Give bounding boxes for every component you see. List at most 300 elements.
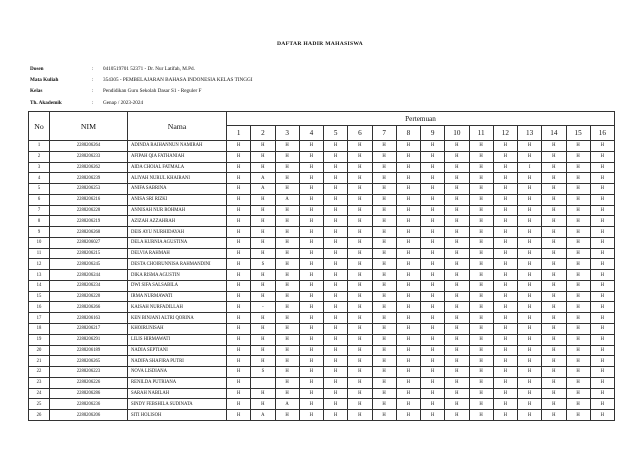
header-meeting-13: 13	[518, 126, 542, 141]
attendance-cell: H	[227, 173, 251, 184]
attendance-cell: H	[251, 356, 275, 367]
attendance-cell: H	[518, 151, 542, 162]
row-no: 1	[29, 141, 50, 152]
attendance-cell: H	[542, 377, 566, 388]
attendance-cell: H	[227, 227, 251, 238]
attendance-cell: H	[469, 248, 493, 259]
attendance-cell: H	[348, 205, 372, 216]
row-name: SINDY FEBSHILA SUDINATA	[128, 399, 227, 410]
attendance-cell: H	[348, 141, 372, 152]
attendance-cell: H	[421, 302, 445, 313]
attendance-cell: H	[372, 334, 396, 345]
table-row	[29, 388, 615, 399]
attendance-cell: H	[348, 334, 372, 345]
attendance-cell: H	[518, 367, 542, 378]
attendance-cell: H	[542, 313, 566, 324]
attendance-cell: H	[275, 291, 299, 302]
attendance-cell: H	[542, 194, 566, 205]
attendance-cell: H	[348, 302, 372, 313]
row-no: 8	[29, 216, 50, 227]
info-value: 0410519701 52371 - Dr. Nur Latifah, M.Pd.	[103, 66, 195, 72]
row-nim: 2288206226	[50, 377, 128, 388]
row-name: NADIA SEPTIANI	[128, 345, 227, 356]
attendance-cell: H	[348, 410, 372, 421]
attendance-cell: H	[348, 324, 372, 335]
row-nim: 2288206236	[50, 399, 128, 410]
attendance-cell: H	[348, 162, 372, 173]
row-no: 18	[29, 324, 50, 335]
attendance-cell: H	[566, 367, 590, 378]
attendance-cell: H	[566, 377, 590, 388]
row-nim: 2288206291	[50, 334, 128, 345]
attendance-cell: H	[421, 162, 445, 173]
attendance-cell: H	[542, 227, 566, 238]
attendance-cell: H	[469, 270, 493, 281]
attendance-cell: H	[251, 280, 275, 291]
attendance-cell: H	[227, 345, 251, 356]
row-name: ANIFA SABRINA	[128, 184, 227, 195]
attendance-cell: H	[227, 367, 251, 378]
attendance-cell: H	[251, 248, 275, 259]
attendance-cell: H	[299, 356, 323, 367]
attendance-cell: H	[590, 162, 614, 173]
attendance-cell: H	[445, 280, 469, 291]
attendance-cell: H	[445, 345, 469, 356]
attendance-cell: H	[542, 248, 566, 259]
attendance-cell: H	[251, 291, 275, 302]
row-no: 6	[29, 194, 50, 205]
attendance-cell: H	[518, 410, 542, 421]
attendance-cell: H	[542, 302, 566, 313]
attendance-cell: H	[324, 162, 348, 173]
header-meeting-2: 2	[251, 126, 275, 141]
attendance-cell: H	[324, 302, 348, 313]
attendance-cell: H	[227, 216, 251, 227]
attendance-cell: H	[566, 270, 590, 281]
attendance-cell: H	[324, 216, 348, 227]
attendance-cell: H	[348, 194, 372, 205]
info-label: Mata Kuliah	[30, 77, 59, 84]
attendance-cell: H	[590, 356, 614, 367]
attendance-cell: H	[324, 184, 348, 195]
attendance-cell: H	[566, 259, 590, 270]
attendance-cell: H	[348, 291, 372, 302]
header-meeting-4: 4	[299, 126, 323, 141]
attendance-cell: A	[251, 173, 275, 184]
attendance-cell: H	[324, 227, 348, 238]
row-nim: 2288206286	[50, 388, 128, 399]
header-meeting-9: 9	[421, 126, 445, 141]
attendance-cell: H	[469, 313, 493, 324]
table-row	[29, 367, 615, 378]
attendance-cell: H	[396, 313, 420, 324]
attendance-cell: H	[493, 399, 517, 410]
attendance-cell: H	[324, 194, 348, 205]
attendance-cell: H	[275, 313, 299, 324]
attendance-cell: H	[518, 173, 542, 184]
table-row	[29, 356, 615, 367]
table-row	[29, 237, 615, 248]
attendance-cell: H	[275, 151, 299, 162]
attendance-cell: H	[590, 302, 614, 313]
attendance-cell: H	[275, 324, 299, 335]
attendance-cell: H	[372, 291, 396, 302]
table-row	[29, 280, 615, 291]
attendance-cell: H	[469, 151, 493, 162]
attendance-cell: H	[542, 205, 566, 216]
attendance-cell: H	[469, 324, 493, 335]
attendance-cell: H	[566, 173, 590, 184]
row-name: DEIS AYU NURHIDAYAH	[128, 227, 227, 238]
attendance-cell: H	[324, 313, 348, 324]
attendance-cell: H	[493, 377, 517, 388]
attendance-cell: H	[493, 345, 517, 356]
attendance-cell: H	[372, 227, 396, 238]
row-no: 9	[29, 227, 50, 238]
attendance-cell: H	[518, 345, 542, 356]
row-no: 13	[29, 270, 50, 281]
attendance-cell: H	[275, 184, 299, 195]
attendance-cell: H	[396, 302, 420, 313]
attendance-cell: H	[251, 227, 275, 238]
attendance-cell: H	[299, 194, 323, 205]
attendance-cell: H	[396, 141, 420, 152]
attendance-cell: H	[275, 237, 299, 248]
attendance-cell: H	[445, 141, 469, 152]
attendance-cell: H	[251, 162, 275, 173]
attendance-cell: H	[251, 324, 275, 335]
table-row	[29, 216, 615, 227]
row-nim: 2288206163	[50, 313, 128, 324]
header-meeting-7: 7	[372, 126, 396, 141]
attendance-cell: H	[590, 216, 614, 227]
row-nim: 2288206228	[50, 205, 128, 216]
attendance-cell: H	[445, 173, 469, 184]
attendance-cell: H	[299, 205, 323, 216]
row-no: 16	[29, 302, 50, 313]
attendance-cell: H	[421, 237, 445, 248]
attendance-cell: H	[590, 313, 614, 324]
attendance-cell: H	[493, 280, 517, 291]
attendance-cell: H	[324, 388, 348, 399]
attendance-cell: H	[493, 237, 517, 248]
attendance-cell: H	[518, 141, 542, 152]
attendance-cell: H	[542, 184, 566, 195]
row-name: DELVIA RAHMAH	[128, 248, 227, 259]
info-value: Genap / 2023-2024	[103, 99, 144, 106]
row-no: 10	[29, 237, 50, 248]
table-row	[29, 302, 615, 313]
attendance-cell: H	[493, 227, 517, 238]
attendance-cell: H	[348, 151, 372, 162]
attendance-cell: H	[348, 227, 372, 238]
attendance-cell: H	[251, 388, 275, 399]
attendance-cell: H	[421, 367, 445, 378]
attendance-cell: H	[493, 302, 517, 313]
attendance-cell: H	[469, 173, 493, 184]
attendance-cell: H	[324, 205, 348, 216]
attendance-cell: H	[590, 259, 614, 270]
attendance-cell: H	[518, 356, 542, 367]
attendance-cell: H	[348, 216, 372, 227]
attendance-cell: H	[566, 345, 590, 356]
attendance-cell: H	[396, 399, 420, 410]
attendance-cell: H	[469, 216, 493, 227]
attendance-cell: H	[299, 162, 323, 173]
attendance-cell: H	[227, 237, 251, 248]
attendance-cell: H	[251, 151, 275, 162]
table-row	[29, 248, 615, 259]
attendance-cell: H	[227, 324, 251, 335]
row-name: NOVA LISDIANA	[128, 367, 227, 378]
attendance-cell: S	[251, 367, 275, 378]
attendance-cell: H	[227, 377, 251, 388]
info-value: Pendidikan Guru Sekolah Dasar S1 - Reguler F	[103, 88, 202, 95]
attendance-cell: H	[324, 270, 348, 281]
attendance-cell: H	[445, 313, 469, 324]
attendance-cell: H	[469, 237, 493, 248]
header-no: No	[29, 112, 50, 141]
attendance-cell: H	[445, 216, 469, 227]
attendance-cell: H	[518, 184, 542, 195]
table-row	[29, 173, 615, 184]
attendance-cell: H	[590, 194, 614, 205]
attendance-cell: H	[590, 184, 614, 195]
attendance-cell: H	[518, 302, 542, 313]
attendance-cell: H	[299, 324, 323, 335]
attendance-cell: H	[590, 291, 614, 302]
table-row	[29, 141, 615, 152]
attendance-cell: H	[518, 280, 542, 291]
header-meeting-3: 3	[275, 126, 299, 141]
attendance-cell: H	[227, 205, 251, 216]
attendance-table	[28, 111, 615, 421]
attendance-cell: H	[445, 184, 469, 195]
row-nim: 2288206266	[50, 302, 128, 313]
attendance-cell: H	[493, 184, 517, 195]
attendance-cell: H	[396, 205, 420, 216]
row-nim: 2288206027	[50, 237, 128, 248]
attendance-cell: H	[251, 216, 275, 227]
table-row	[29, 259, 615, 270]
attendance-cell: H	[421, 259, 445, 270]
attendance-cell: H	[493, 388, 517, 399]
attendance-cell: H	[445, 259, 469, 270]
attendance-cell: H	[396, 334, 420, 345]
row-name: LILIS HIRMAWATI	[128, 334, 227, 345]
header-meeting-8: 8	[396, 126, 420, 141]
table-row	[29, 194, 615, 205]
header-meeting-16: 16	[590, 126, 614, 141]
attendance-cell: H	[372, 410, 396, 421]
attendance-cell: H	[251, 205, 275, 216]
attendance-cell: H	[372, 367, 396, 378]
row-no: 19	[29, 334, 50, 345]
attendance-cell: H	[372, 388, 396, 399]
header-meeting-12: 12	[493, 126, 517, 141]
attendance-cell: H	[372, 248, 396, 259]
attendance-cell: H	[421, 141, 445, 152]
attendance-cell: H	[590, 205, 614, 216]
attendance-cell: H	[421, 216, 445, 227]
attendance-cell: A	[275, 194, 299, 205]
row-nim: 2288206220	[50, 291, 128, 302]
attendance-cell: H	[396, 173, 420, 184]
attendance-cell: H	[421, 280, 445, 291]
row-no: 11	[29, 248, 50, 259]
attendance-cell: H	[469, 280, 493, 291]
row-name: ANNISAH NUR ROHMAH	[128, 205, 227, 216]
table-row	[29, 184, 615, 195]
attendance-cell: H	[372, 377, 396, 388]
attendance-cell: H	[299, 410, 323, 421]
attendance-cell: H	[275, 205, 299, 216]
attendance-cell: H	[542, 162, 566, 173]
attendance-cell: H	[590, 367, 614, 378]
attendance-cell: H	[493, 151, 517, 162]
attendance-cell: H	[396, 367, 420, 378]
row-nim: 2288206223	[50, 367, 128, 378]
attendance-cell: H	[566, 162, 590, 173]
attendance-cell: H	[396, 356, 420, 367]
info-label: Dosen	[30, 66, 44, 72]
attendance-cell: H	[299, 388, 323, 399]
attendance-cell: H	[299, 367, 323, 378]
attendance-cell: H	[542, 334, 566, 345]
attendance-cell: H	[396, 151, 420, 162]
attendance-cell: H	[518, 399, 542, 410]
row-nim: 2288206189	[50, 345, 128, 356]
attendance-cell: H	[518, 259, 542, 270]
attendance-cell: H	[324, 173, 348, 184]
attendance-cell: H	[518, 237, 542, 248]
header-meeting-1: 1	[227, 126, 251, 141]
row-nim: 2288206265	[50, 356, 128, 367]
attendance-cell: H	[372, 356, 396, 367]
attendance-cell: H	[324, 280, 348, 291]
attendance-cell: H	[396, 377, 420, 388]
attendance-cell: H	[348, 388, 372, 399]
attendance-cell: H	[251, 194, 275, 205]
attendance-cell: H	[566, 334, 590, 345]
attendance-cell: H	[324, 399, 348, 410]
row-name: AFIPAH QIA FATHANIAH	[128, 151, 227, 162]
attendance-cell: H	[299, 259, 323, 270]
row-name: DWI SIFA SALSABILA	[128, 280, 227, 291]
attendance-cell: H	[421, 151, 445, 162]
attendance-cell: H	[590, 334, 614, 345]
attendance-cell: H	[348, 356, 372, 367]
attendance-cell: H	[324, 345, 348, 356]
attendance-cell: H	[566, 399, 590, 410]
attendance-cell: H	[566, 151, 590, 162]
attendance-cell: H	[542, 237, 566, 248]
attendance-cell: H	[445, 356, 469, 367]
attendance-cell: H	[227, 141, 251, 152]
attendance-cell: H	[590, 227, 614, 238]
attendance-cell: H	[421, 291, 445, 302]
attendance-cell: H	[542, 173, 566, 184]
attendance-cell: H	[518, 216, 542, 227]
row-no: 17	[29, 313, 50, 324]
header-row-top	[29, 112, 615, 126]
attendance-cell: H	[493, 291, 517, 302]
attendance-cell: H	[372, 216, 396, 227]
header-nama: Nama	[128, 112, 227, 141]
attendance-cell: H	[396, 388, 420, 399]
attendance-cell: H	[251, 399, 275, 410]
info-label: Kelas	[30, 88, 43, 95]
attendance-cell: H	[469, 410, 493, 421]
attendance-cell: H	[542, 151, 566, 162]
attendance-cell: H	[590, 388, 614, 399]
attendance-cell: H	[275, 410, 299, 421]
row-nim: 2288206262	[50, 162, 128, 173]
attendance-cell: H	[227, 291, 251, 302]
row-name: KHOIRUNISAH	[128, 324, 227, 335]
attendance-cell: H	[396, 227, 420, 238]
attendance-cell: H	[251, 270, 275, 281]
row-name: DIKA RISMA AGUSTIN	[128, 270, 227, 281]
attendance-cell: H	[299, 377, 323, 388]
row-no: 7	[29, 205, 50, 216]
attendance-cell: H	[445, 205, 469, 216]
attendance-cell: H	[590, 399, 614, 410]
row-no: 26	[29, 410, 50, 421]
row-name: AIDA CHOIAL FATMALA	[128, 162, 227, 173]
attendance-cell: H	[445, 227, 469, 238]
attendance-cell: H	[299, 237, 323, 248]
attendance-cell: H	[324, 248, 348, 259]
row-nim: 2288206219	[50, 216, 128, 227]
attendance-cell: H	[275, 302, 299, 313]
attendance-cell: H	[566, 141, 590, 152]
attendance-cell: H	[275, 173, 299, 184]
attendance-cell: H	[324, 237, 348, 248]
attendance-cell: H	[542, 270, 566, 281]
info-colon: :	[92, 88, 94, 95]
attendance-cell: H	[469, 302, 493, 313]
header-meeting-10: 10	[445, 126, 469, 141]
attendance-cell: H	[275, 259, 299, 270]
attendance-cell: H	[542, 356, 566, 367]
attendance-cell: H	[372, 270, 396, 281]
row-name: KEN BINJANI ALTRI QORINA	[128, 313, 227, 324]
table-row	[29, 410, 615, 421]
attendance-cell: H	[348, 367, 372, 378]
attendance-cell: H	[324, 151, 348, 162]
attendance-cell: H	[299, 216, 323, 227]
attendance-cell: H	[396, 184, 420, 195]
attendance-cell: H	[493, 194, 517, 205]
attendance-cell: H	[542, 388, 566, 399]
table-row	[29, 270, 615, 281]
attendance-cell: H	[348, 237, 372, 248]
attendance-cell: H	[445, 151, 469, 162]
attendance-cell: H	[299, 184, 323, 195]
attendance-cell: A	[251, 410, 275, 421]
attendance-cell: H	[299, 291, 323, 302]
attendance-cell: H	[372, 173, 396, 184]
attendance-cell: H	[396, 194, 420, 205]
attendance-cell: H	[348, 184, 372, 195]
attendance-cell: H	[299, 248, 323, 259]
attendance-cell: H	[469, 367, 493, 378]
row-no: 21	[29, 356, 50, 367]
attendance-cell: H	[275, 270, 299, 281]
table-row	[29, 151, 615, 162]
row-name: AZIZAH AZZAHRAH	[128, 216, 227, 227]
